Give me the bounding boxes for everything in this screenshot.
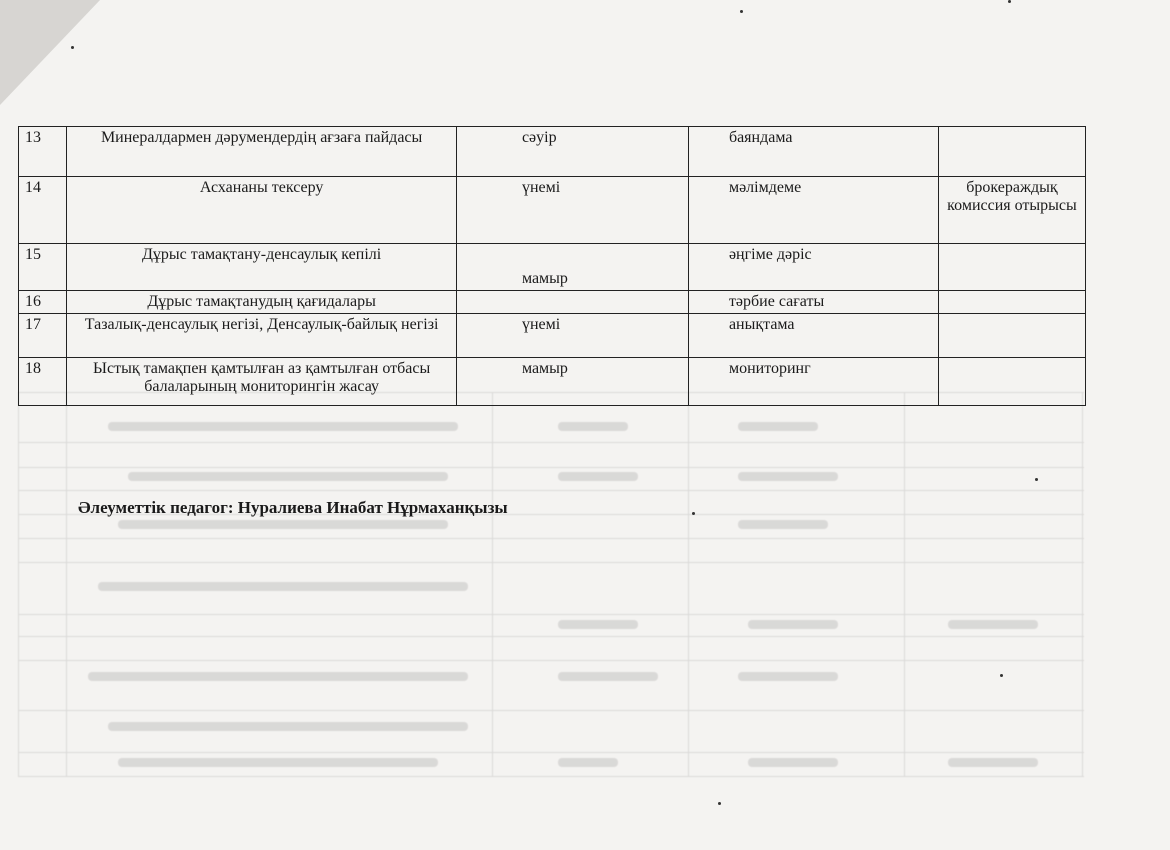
scan-speck [692, 512, 695, 515]
row-number: 15 [19, 244, 67, 291]
row-form: мониторинг [688, 358, 938, 406]
row-responsible [938, 244, 1085, 291]
row-form: мәлімдеме [688, 177, 938, 244]
table-row [19, 127, 1086, 177]
row-responsible: брокераждық комиссия отырысы [938, 177, 1085, 244]
row-time [456, 291, 688, 314]
row-form: тәрбие сағаты [688, 291, 938, 314]
table-row [19, 291, 1086, 314]
row-number: 13 [19, 127, 67, 177]
row-number: 14 [19, 177, 67, 244]
scan-speck [1008, 0, 1011, 3]
row-topic: Минералдармен дәрумендердің ағзаға пайдасы [67, 127, 457, 177]
scan-speck [740, 10, 743, 13]
row-form: әңгіме дәріс [688, 244, 938, 291]
row-time: сәуір [456, 127, 688, 177]
scan-speck [718, 802, 721, 805]
table-row [19, 244, 1086, 291]
row-time: үнемі [456, 177, 688, 244]
row-time: мамыр [456, 244, 688, 291]
row-time: үнемі [456, 314, 688, 358]
row-responsible [938, 314, 1085, 358]
activity-plan-table [18, 126, 1086, 406]
torn-corner [0, 0, 100, 105]
row-topic: Дұрыс тамақтанудың қағидалары [67, 291, 457, 314]
table-row [19, 177, 1086, 244]
scan-speck [71, 46, 74, 49]
row-topic: Дұрыс тамақтану-денсаулық кепілі [67, 244, 457, 291]
row-topic: Тазалық-денсаулық негізі, Денсаулық-байлық негізі [67, 314, 457, 358]
scan-speck [1000, 674, 1003, 677]
row-responsible [938, 127, 1085, 177]
bleed-through-table [18, 392, 1084, 777]
row-topic: Асхананы тексеру [67, 177, 457, 244]
row-topic: Ыстық тамақпен қамтылған аз қамтылған отбасы балаларының мониторингін жасау [67, 358, 457, 406]
row-form: анықтама [688, 314, 938, 358]
scan-speck [1035, 478, 1038, 481]
signature-line: Әлеуметтік педагог: Нуралиева Инабат Нұрмаханқызы [78, 498, 508, 517]
row-number: 17 [19, 314, 67, 358]
row-form: баяндама [688, 127, 938, 177]
row-number: 16 [19, 291, 67, 314]
row-responsible [938, 291, 1085, 314]
row-number: 18 [19, 358, 67, 406]
table-row [19, 314, 1086, 358]
table-row [19, 358, 1086, 406]
row-responsible [938, 358, 1085, 406]
row-time: мамыр [456, 358, 688, 406]
